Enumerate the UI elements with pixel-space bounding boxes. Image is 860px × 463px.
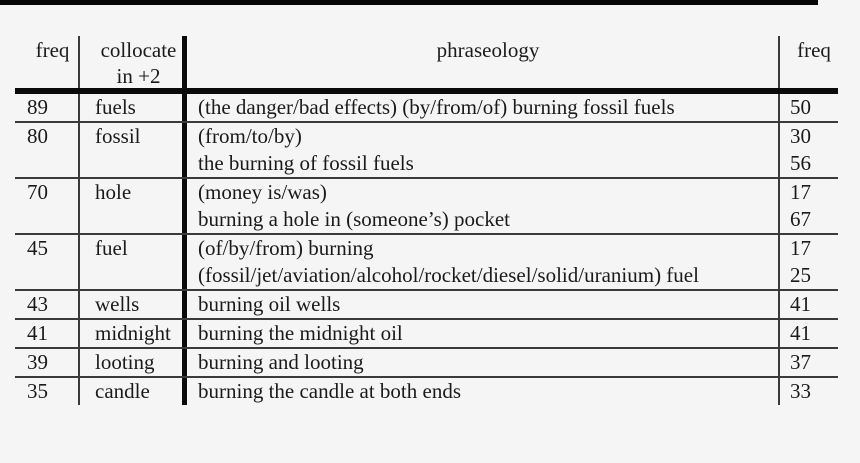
table-row — [15, 318, 838, 347]
cell-freq-right — [780, 235, 838, 289]
phrase-line: (money is/was) — [198, 180, 327, 204]
cell-freq-left: 43 — [15, 291, 80, 318]
cell-freq-right — [780, 349, 838, 376]
cell-collocate: candle — [80, 378, 187, 405]
header-freq-left-label: freq — [35, 38, 70, 62]
cell-freq-left: 35 — [15, 378, 80, 405]
phrase-line: (of/by/from) burning — [198, 236, 374, 260]
cell-phraseology — [187, 179, 780, 233]
cell-phraseology — [187, 349, 780, 376]
cell-freq-left: 41 — [15, 320, 80, 347]
phrase-freq: 17 — [790, 236, 811, 260]
phrase-line: burning and looting — [198, 350, 364, 374]
phrase-line: burning the candle at both ends — [198, 379, 462, 403]
cell-collocate: wells — [80, 291, 187, 318]
phrase-freq: 37 — [790, 350, 811, 374]
phrase-freq: 41 — [790, 292, 811, 316]
header-phraseology-label: phraseology — [436, 38, 540, 62]
cell-collocate: fossil — [80, 123, 187, 177]
cell-phraseology — [187, 291, 780, 318]
cropped-top-rule — [0, 0, 818, 5]
phrase-freq: 25 — [790, 263, 811, 287]
cell-phraseology — [187, 235, 780, 289]
header-phraseology — [187, 36, 780, 88]
table-header-row — [15, 36, 838, 94]
table-row — [15, 289, 838, 318]
collocation-table — [15, 36, 838, 405]
cell-freq-left: 70 — [15, 179, 80, 233]
cell-freq-right — [780, 320, 838, 347]
cell-freq-left: 89 — [15, 94, 80, 121]
cell-freq-left: 45 — [15, 235, 80, 289]
header-collocate — [80, 36, 187, 88]
phrase-line: burning a hole in (someone’s) pocket — [198, 207, 511, 231]
table-row — [15, 376, 838, 405]
cell-collocate: fuels — [80, 94, 187, 121]
cell-collocate: looting — [80, 349, 187, 376]
header-collocate-line2: in +2 — [116, 64, 161, 88]
header-freq-right — [780, 36, 838, 88]
phrase-freq: 30 — [790, 124, 811, 148]
phrase-freq: 17 — [790, 180, 811, 204]
phrase-freq: 50 — [790, 95, 811, 119]
phrase-line: (from/to/by) — [198, 124, 302, 148]
table-body — [15, 94, 838, 405]
cell-collocate: midnight — [80, 320, 187, 347]
phrase-freq: 41 — [790, 321, 811, 345]
cell-freq-right — [780, 378, 838, 405]
header-collocate-line1: collocate — [100, 38, 177, 62]
table-row — [15, 121, 838, 177]
cell-phraseology — [187, 378, 780, 405]
phrase-line: burning oil wells — [198, 292, 341, 316]
table-row — [15, 233, 838, 289]
table-row — [15, 94, 838, 121]
phrase-freq: 33 — [790, 379, 811, 403]
phrase-line: (fossil/jet/aviation/alcohol/rocket/diesel/solid/uranium) fuel — [198, 263, 699, 287]
phrase-line: the burning of fossil fuels — [198, 151, 414, 175]
cell-freq-left: 80 — [15, 123, 80, 177]
table-row — [15, 177, 838, 233]
cell-freq-right — [780, 179, 838, 233]
phrase-freq: 56 — [790, 151, 811, 175]
phrase-line: (the danger/bad effects) (by/from/of) burning fossil fuels — [198, 95, 675, 119]
cell-freq-right — [780, 291, 838, 318]
cell-phraseology — [187, 320, 780, 347]
header-freq-left — [15, 36, 80, 88]
cell-phraseology — [187, 94, 780, 121]
cell-freq-left: 39 — [15, 349, 80, 376]
cell-collocate: fuel — [80, 235, 187, 289]
phrase-freq: 67 — [790, 207, 811, 231]
table-row — [15, 347, 838, 376]
cell-freq-right — [780, 94, 838, 121]
header-freq-right-label: freq — [797, 38, 831, 62]
cell-collocate: hole — [80, 179, 187, 233]
phrase-line: burning the midnight oil — [198, 321, 403, 345]
cell-phraseology — [187, 123, 780, 177]
cell-freq-right — [780, 123, 838, 177]
